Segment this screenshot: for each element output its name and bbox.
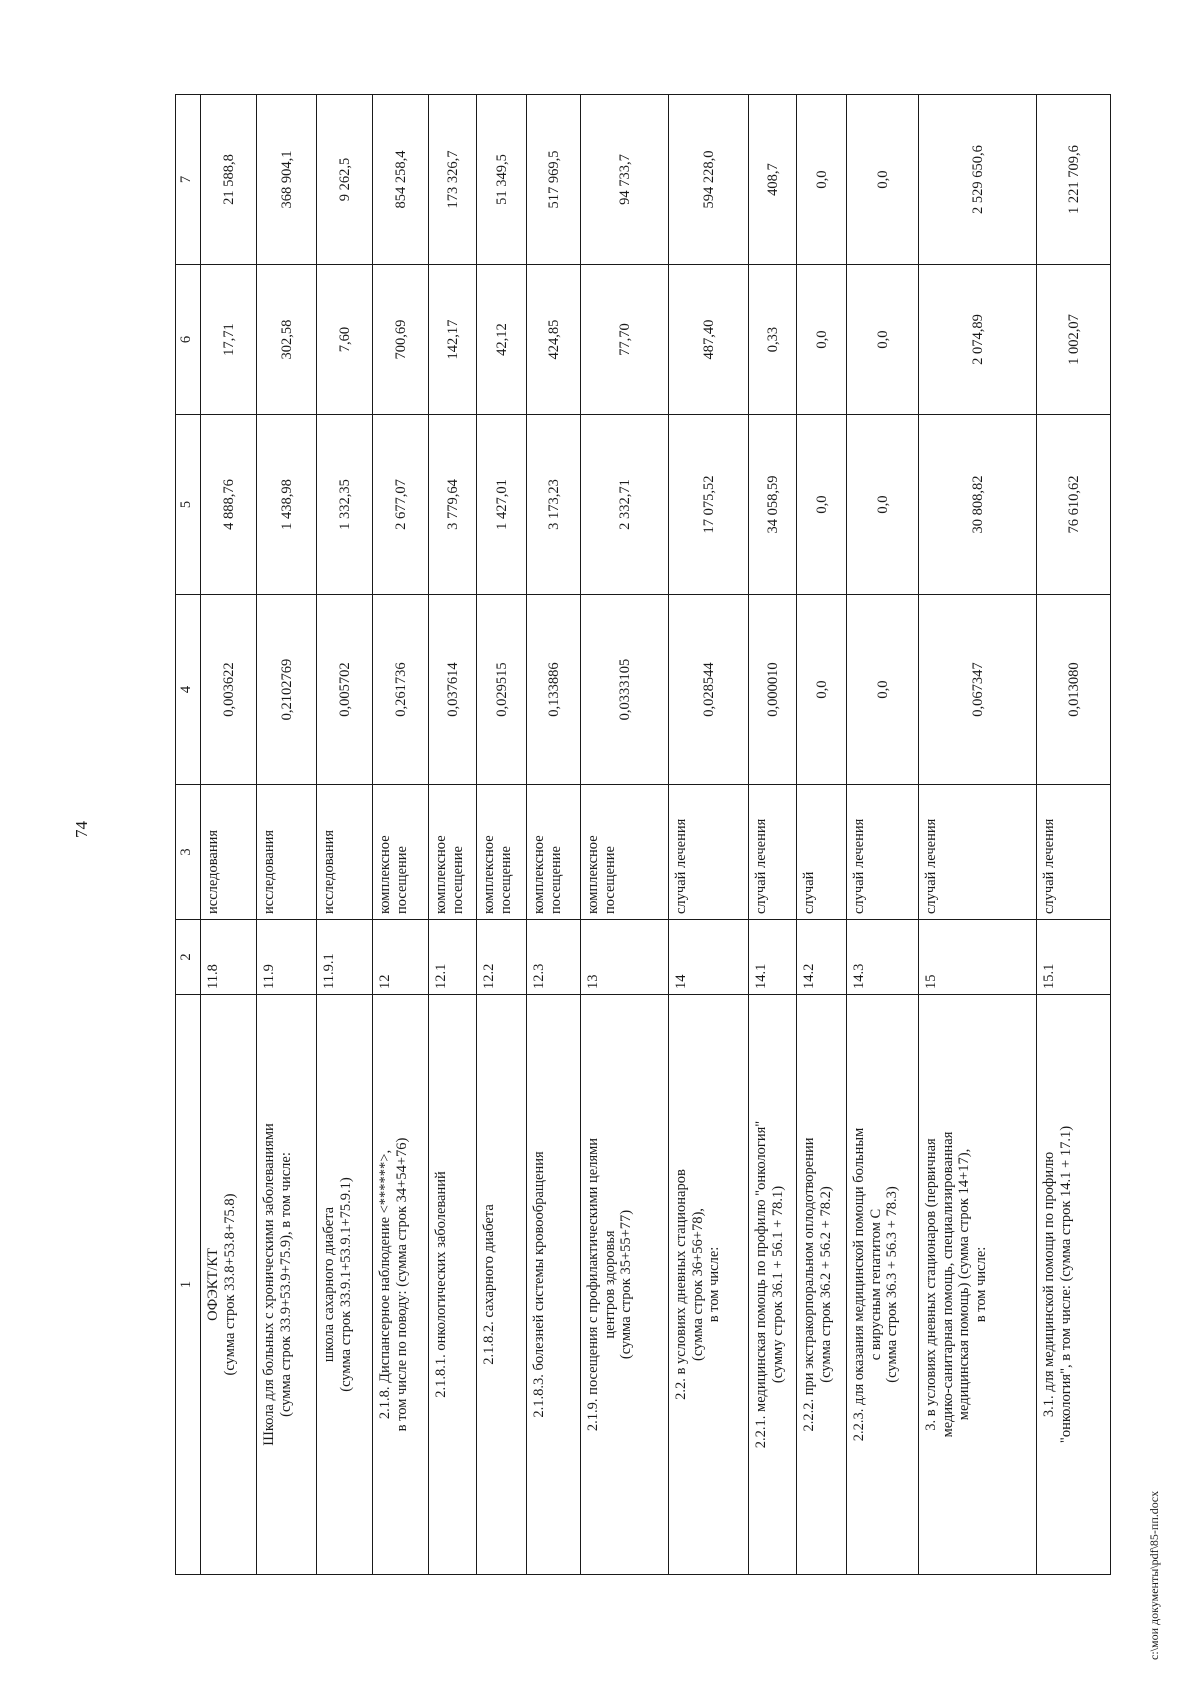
- value-cell-5: 30 808,82: [919, 415, 1037, 595]
- row-name-cell: 3. в условиях дневных стационаров (первичная медико-санитарная помощь, специализированная медицинская помощь) (сумма строк 14+17), в том числе:: [919, 995, 1037, 1575]
- row-code-cell: 11.8: [201, 920, 257, 995]
- row-name-cell: 2.1.8.2. сахарного диабета: [477, 995, 527, 1575]
- header-cell: 5: [176, 415, 201, 595]
- value-cell-6: 42,12: [477, 265, 527, 415]
- rotated-table-container: [175, 95, 1082, 1575]
- value-cell-5: 3 779,64: [429, 415, 477, 595]
- unit-cell: случай лечения: [1037, 785, 1111, 920]
- row-code-cell: 12.2: [477, 920, 527, 995]
- value-cell-7: 854 258,4: [373, 95, 429, 265]
- value-cell-6: 77,70: [581, 265, 669, 415]
- value-cell-4: 0,005702: [317, 595, 373, 785]
- value-cell-5: 4 888,76: [201, 415, 257, 595]
- value-cell-6: 487,40: [669, 265, 749, 415]
- value-cell-4: 0,037614: [429, 595, 477, 785]
- unit-cell: комплексное посещение: [429, 785, 477, 920]
- row-code-cell: 14.1: [749, 920, 797, 995]
- row-code-cell: 13: [581, 920, 669, 995]
- value-cell-5: 76 610,62: [1037, 415, 1111, 595]
- value-cell-4: 0,013080: [1037, 595, 1111, 785]
- unit-cell: случай лечения: [847, 785, 919, 920]
- table-row: [257, 95, 317, 1575]
- unit-cell: случай: [797, 785, 847, 920]
- value-cell-6: 7,60: [317, 265, 373, 415]
- value-cell-7: 9 262,5: [317, 95, 373, 265]
- value-cell-5: 2 677,07: [373, 415, 429, 595]
- value-cell-7: 0,0: [847, 95, 919, 265]
- table-row: [669, 95, 749, 1575]
- unit-cell: случай лечения: [749, 785, 797, 920]
- row-code-cell: 15: [919, 920, 1037, 995]
- value-cell-7: 1 221 709,6: [1037, 95, 1111, 265]
- table-row: [797, 95, 847, 1575]
- value-cell-4: 0,029515: [477, 595, 527, 785]
- table-row: [201, 95, 257, 1575]
- table-body: [201, 95, 1111, 1575]
- row-name-cell: 2.2.1. медицинская помощь по профилю "онкология" (сумму строк 36.1 + 56.1 + 78.1): [749, 995, 797, 1575]
- unit-cell: случай лечения: [919, 785, 1037, 920]
- table-row: [373, 95, 429, 1575]
- row-code-cell: 12: [373, 920, 429, 995]
- table-row: [429, 95, 477, 1575]
- table-row: [477, 95, 527, 1575]
- value-cell-4: 0,028544: [669, 595, 749, 785]
- table-row: [749, 95, 797, 1575]
- value-cell-4: 0,067347: [919, 595, 1037, 785]
- value-cell-5: 0,0: [797, 415, 847, 595]
- value-cell-6: 0,0: [847, 265, 919, 415]
- value-cell-4: 0,133886: [527, 595, 581, 785]
- row-code-cell: 12.1: [429, 920, 477, 995]
- row-code-cell: 11.9.1: [317, 920, 373, 995]
- header-cell: 4: [176, 595, 201, 785]
- value-cell-5: 1 332,35: [317, 415, 373, 595]
- value-cell-6: 142,17: [429, 265, 477, 415]
- row-name-cell: 2.2.3. для оказания медицинской помощи больным с вирусным гепатитом С (сумма строк 36.3 + 56.3 + 78.3): [847, 995, 919, 1575]
- value-cell-7: 21 588,8: [201, 95, 257, 265]
- value-cell-4: 0,0: [797, 595, 847, 785]
- value-cell-5: 1 427,01: [477, 415, 527, 595]
- value-cell-7: 408,7: [749, 95, 797, 265]
- value-cell-6: 700,69: [373, 265, 429, 415]
- unit-cell: комплексное посещение: [527, 785, 581, 920]
- table-row: [581, 95, 669, 1575]
- footer-file-path: c:\мои документы\pdf\85-пп.docx: [1147, 1490, 1161, 1660]
- header-cell: 3: [176, 785, 201, 920]
- value-cell-4: 0,2102769: [257, 595, 317, 785]
- page-number: 74: [72, 821, 91, 838]
- row-name-cell: Школа для больных с хроническими заболеваниями (сумма строк 33.9+53.9+75.9), в том числе:: [257, 995, 317, 1575]
- unit-cell: исследования: [201, 785, 257, 920]
- value-cell-4: 0,0333105: [581, 595, 669, 785]
- unit-cell: комплексное посещение: [373, 785, 429, 920]
- value-cell-7: 594 228,0: [669, 95, 749, 265]
- value-cell-4: 0,0: [847, 595, 919, 785]
- value-cell-7: 94 733,7: [581, 95, 669, 265]
- row-name-cell: 2.1.8. Диспансерное наблюдение <******>, в том числе по поводу: (сумма строк 34+54+76): [373, 995, 429, 1575]
- row-code-cell: 14: [669, 920, 749, 995]
- value-cell-4: 0,000010: [749, 595, 797, 785]
- value-cell-6: 2 074,89: [919, 265, 1037, 415]
- value-cell-7: 2 529 650,6: [919, 95, 1037, 265]
- value-cell-5: 3 173,23: [527, 415, 581, 595]
- row-name-cell: 2.1.9. посещения с профилактическими целями центров здоровья (сумма строк 35+55+77): [581, 995, 669, 1575]
- value-cell-4: 0,261736: [373, 595, 429, 785]
- table-row: [317, 95, 373, 1575]
- row-name-cell: 2.2.2. при экстракорпоральном оплодотворении (сумма строк 36.2 + 56.2 + 78.2): [797, 995, 847, 1575]
- unit-cell: комплексное посещение: [581, 785, 669, 920]
- value-cell-7: 173 326,7: [429, 95, 477, 265]
- row-code-cell: 14.3: [847, 920, 919, 995]
- row-code-cell: 12.3: [527, 920, 581, 995]
- value-cell-5: 2 332,71: [581, 415, 669, 595]
- table-header-row: [176, 95, 201, 1575]
- value-cell-5: 0,0: [847, 415, 919, 595]
- row-name-cell: 2.2. в условиях дневных стационаров (сумма строк 36+56+78), в том числе:: [669, 995, 749, 1575]
- row-name-cell: школа сахарного диабета (сумма строк 33.9.1+53.9.1+75.9.1): [317, 995, 373, 1575]
- header-cell: 1: [176, 995, 201, 1575]
- value-cell-6: 1 002,07: [1037, 265, 1111, 415]
- row-name-cell: 2.1.8.3. болезней системы кровообращения: [527, 995, 581, 1575]
- value-cell-6: 0,33: [749, 265, 797, 415]
- value-cell-6: 0,0: [797, 265, 847, 415]
- value-cell-6: 17,71: [201, 265, 257, 415]
- header-cell: 2: [176, 920, 201, 995]
- data-table: [175, 94, 1111, 1575]
- unit-cell: случай лечения: [669, 785, 749, 920]
- value-cell-7: 0,0: [797, 95, 847, 265]
- row-code-cell: 11.9: [257, 920, 317, 995]
- row-code-cell: 14.2: [797, 920, 847, 995]
- value-cell-7: 51 349,5: [477, 95, 527, 265]
- row-name-cell: 3.1. для медицинской помощи по профилю "онкология", в том числе: (сумма строк 14.1 + 17.1): [1037, 995, 1111, 1575]
- unit-cell: комплексное посещение: [477, 785, 527, 920]
- header-cell: 6: [176, 265, 201, 415]
- value-cell-6: 424,85: [527, 265, 581, 415]
- header-cell: 7: [176, 95, 201, 265]
- table-row: [919, 95, 1037, 1575]
- value-cell-7: 368 904,1: [257, 95, 317, 265]
- table-row: [1037, 95, 1111, 1575]
- unit-cell: исследования: [317, 785, 373, 920]
- table-row: [847, 95, 919, 1575]
- value-cell-4: 0,003622: [201, 595, 257, 785]
- table-row: [527, 95, 581, 1575]
- value-cell-5: 1 438,98: [257, 415, 317, 595]
- row-name-cell: 2.1.8.1. онкологических заболеваний: [429, 995, 477, 1575]
- value-cell-5: 34 058,59: [749, 415, 797, 595]
- row-code-cell: 15.1: [1037, 920, 1111, 995]
- row-name-cell: ОФЭКТ/КТ (сумма строк 33.8+53.8+75.8): [201, 995, 257, 1575]
- value-cell-7: 517 969,5: [527, 95, 581, 265]
- unit-cell: исследования: [257, 785, 317, 920]
- value-cell-6: 302,58: [257, 265, 317, 415]
- value-cell-5: 17 075,52: [669, 415, 749, 595]
